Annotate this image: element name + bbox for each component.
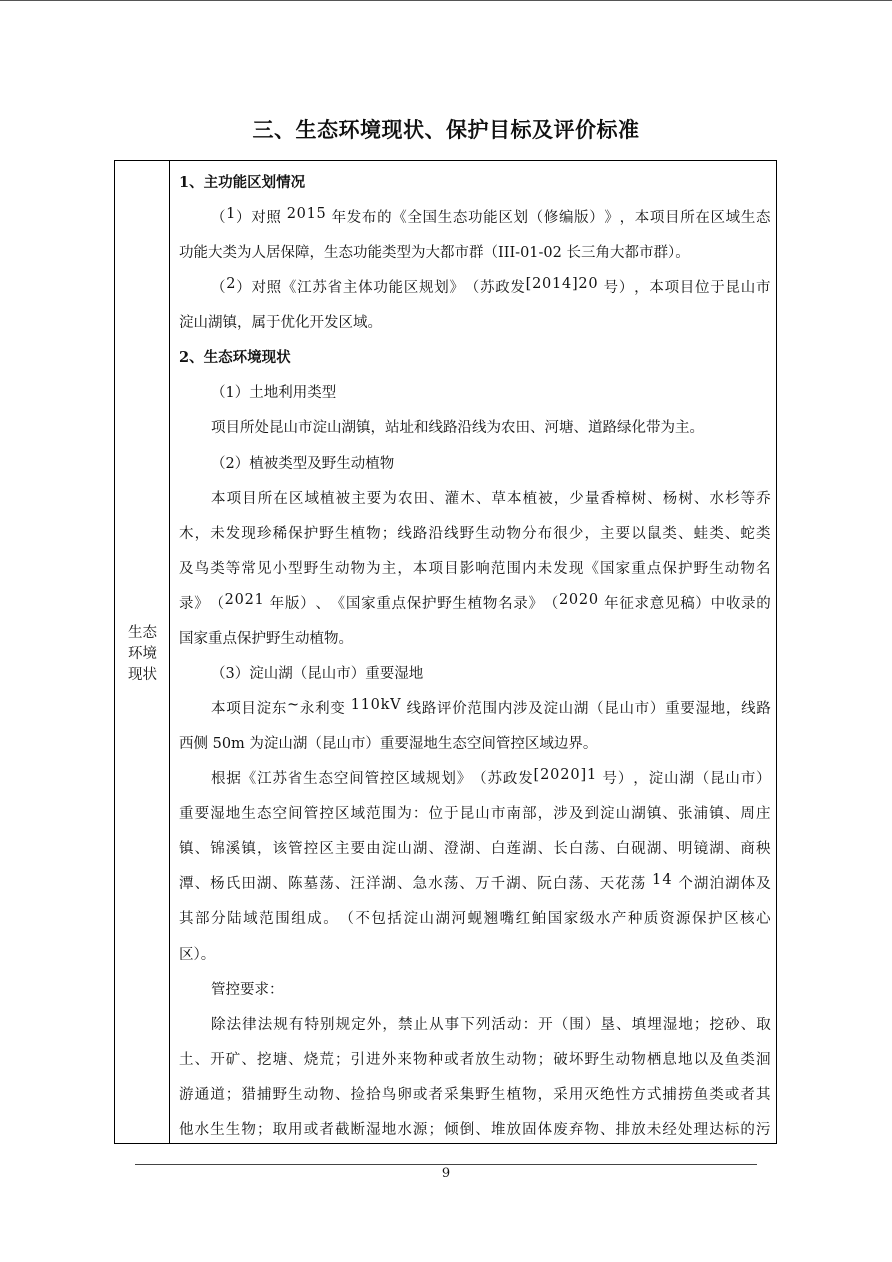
text-line: 西侧 50m 为淀山湖（昆山市）重要湿地生态空间管控区域边界。 <box>179 736 598 753</box>
text-line: 其 部 分 陆 域 范 围 组 成 。 （ 不 包 括 淀 山 湖 河 蚬 翘 嘴 红 鲌 国 家 级 水 产 种 质 资 源 保 护 区 核 心 <box>179 911 771 928</box>
text-line: 淀山湖镇，属于优化开发区域。 <box>179 315 382 332</box>
content-table <box>114 160 777 1144</box>
text-line: 重 要 湿 地 生 态 空 间 管 控 区 域 范 围 为 ： 位 于 昆 山 市 南 部 ， 涉 及 到 淀 山 湖 镇 、 张 浦 镇 、 周 庄 <box>179 806 771 823</box>
text-line: 及 鸟 类 等 常 见 小 型 野 生 动 物 为 主 ， 本 项 目 影 响 范 围 内 未 发 现 《 国 家 重 点 保 护 野 生 动 物 名 <box>179 560 771 577</box>
text-line: 国家重点保护野生动植物。 <box>179 630 353 647</box>
text-line: 游 通 道 ； 猎 捕 野 生 动 物 、 捡 拾 鸟 卵 或 者 采 集 野 生 植 物 ， 采 用 灭 绝 性 方 式 捕 捞 鱼 类 或 者 其 <box>179 1086 771 1103</box>
text-line: 镇 、 锦 溪 镇 ， 该 管 控 区 主 要 由 淀 山 湖 、 澄 湖 、 白 莲 湖 、 长 白 荡 、 白 砚 湖 、 明 镜 湖 、 商 秧 <box>179 841 771 858</box>
text-line: 本 项 目 所 在 区 域 植 被 主 要 为 农 田 、 灌 木 、 草 本 植 被 ， 少 量 香 樟 树 、 杨 树 、 水 杉 等 乔 <box>211 490 771 507</box>
row-header-line: 环境 <box>128 646 157 662</box>
text-line: （3）淀山湖（昆山市）重要湿地 <box>211 665 424 682</box>
row-header-cell <box>115 161 170 1143</box>
row-header-line: 生态 <box>128 625 157 641</box>
footer-rule <box>135 1164 757 1165</box>
text-line: （ 1 ） 对 照 2 0 1 5 年 发 布 的 《 全 国 生 态 功 能 区 划 （ 修 编 版 ） 》 ， 本 项 目 所 在 区 域 生 态 <box>211 206 771 227</box>
section-heading: 1、主功能区划情况 <box>179 174 306 191</box>
section-heading: 2、生态环境现状 <box>179 349 291 367</box>
row-header-line: 现状 <box>128 667 157 683</box>
text-line: 管控要求： <box>211 981 284 998</box>
section-title: 三、生态环境现状、保护目标及评价标准 <box>252 118 640 142</box>
text-line: 区）。 <box>179 946 216 963</box>
text-line: 项目所处昆山市淀山湖镇，站址和线路沿线为农田、河塘、道路绿化带为主。 <box>211 420 704 437</box>
text-line: （ 2 ） 对 照 《 江 苏 省 主 体 功 能 区 规 划 》 （ 苏 政 发 [ 2 0 1 4 ] 2 0 号 ） ， 本 项 目 位 于 昆 山 市 <box>211 276 771 297</box>
top-border <box>0 0 892 1</box>
text-line: 土 、 开 矿 、 挖 塘 、 烧 荒 ； 引 进 外 来 物 种 或 者 放 生 动 物 ； 破 坏 野 生 动 物 栖 息 地 以 及 鱼 类 洄 <box>179 1051 771 1068</box>
page-number: 9 <box>441 1166 451 1181</box>
text-line: （2）植被类型及野生动植物 <box>211 455 395 472</box>
text-line: 功能大类为人居保障，生态功能类型为大都市群（III-01-02 长三角大都市群）。 <box>179 245 690 262</box>
text-line: 本 项 目 淀 东 ~ 永 利 变 1 1 0 k V 线 路 评 价 范 围 内 涉 及 淀 山 湖 （ 昆 山 市 ） 重 要 湿 地 ， 线 路 <box>211 697 771 718</box>
text-line: 潭 、 杨 氏 田 湖 、 陈 墓 荡 、 汪 洋 湖 、 急 水 荡 、 万 千 湖 、 阮 白 荡 、 天 花 荡 1 4 个 湖 泊 湖 体 及 <box>179 872 771 893</box>
text-line: 根 据 《 江 苏 省 生 态 空 间 管 控 区 域 规 划 》 （ 苏 政 发 [ 2 0 2 0 ] 1 号 ） ， 淀 山 湖 （ 昆 山 市 ） <box>211 767 771 788</box>
text-line: 木 ， 未 发 现 珍 稀 保 护 野 生 植 物 ； 线 路 沿 线 野 生 动 物 分 布 很 少 ， 主 要 以 鼠 类 、 蛙 类 、 蛇 类 <box>179 525 771 542</box>
text-line: 录 》 （ 2 0 2 1 年 版 ） 、 《 国 家 重 点 保 护 野 生 植 物 名 录 》 （ 2 0 2 0 年 征 求 意 见 稿 ） 中 收 录 的 <box>179 591 771 612</box>
text-line: 除 法 律 法 规 有 特 别 规 定 外 ， 禁 止 从 事 下 列 活 动 ： 开 （ 围 ） 垦 、 填 埋 湿 地 ； 挖 砂 、 取 <box>211 1016 771 1033</box>
row-header-label <box>115 623 170 686</box>
text-line: 他 水 生 生 物 ； 取 用 或 者 截 断 湿 地 水 源 ； 倾 倒 、 堆 放 固 体 废 弃 物 、 排 放 未 经 处 理 达 标 的 污 <box>179 1121 771 1138</box>
text-line: （1）土地利用类型 <box>211 385 337 402</box>
